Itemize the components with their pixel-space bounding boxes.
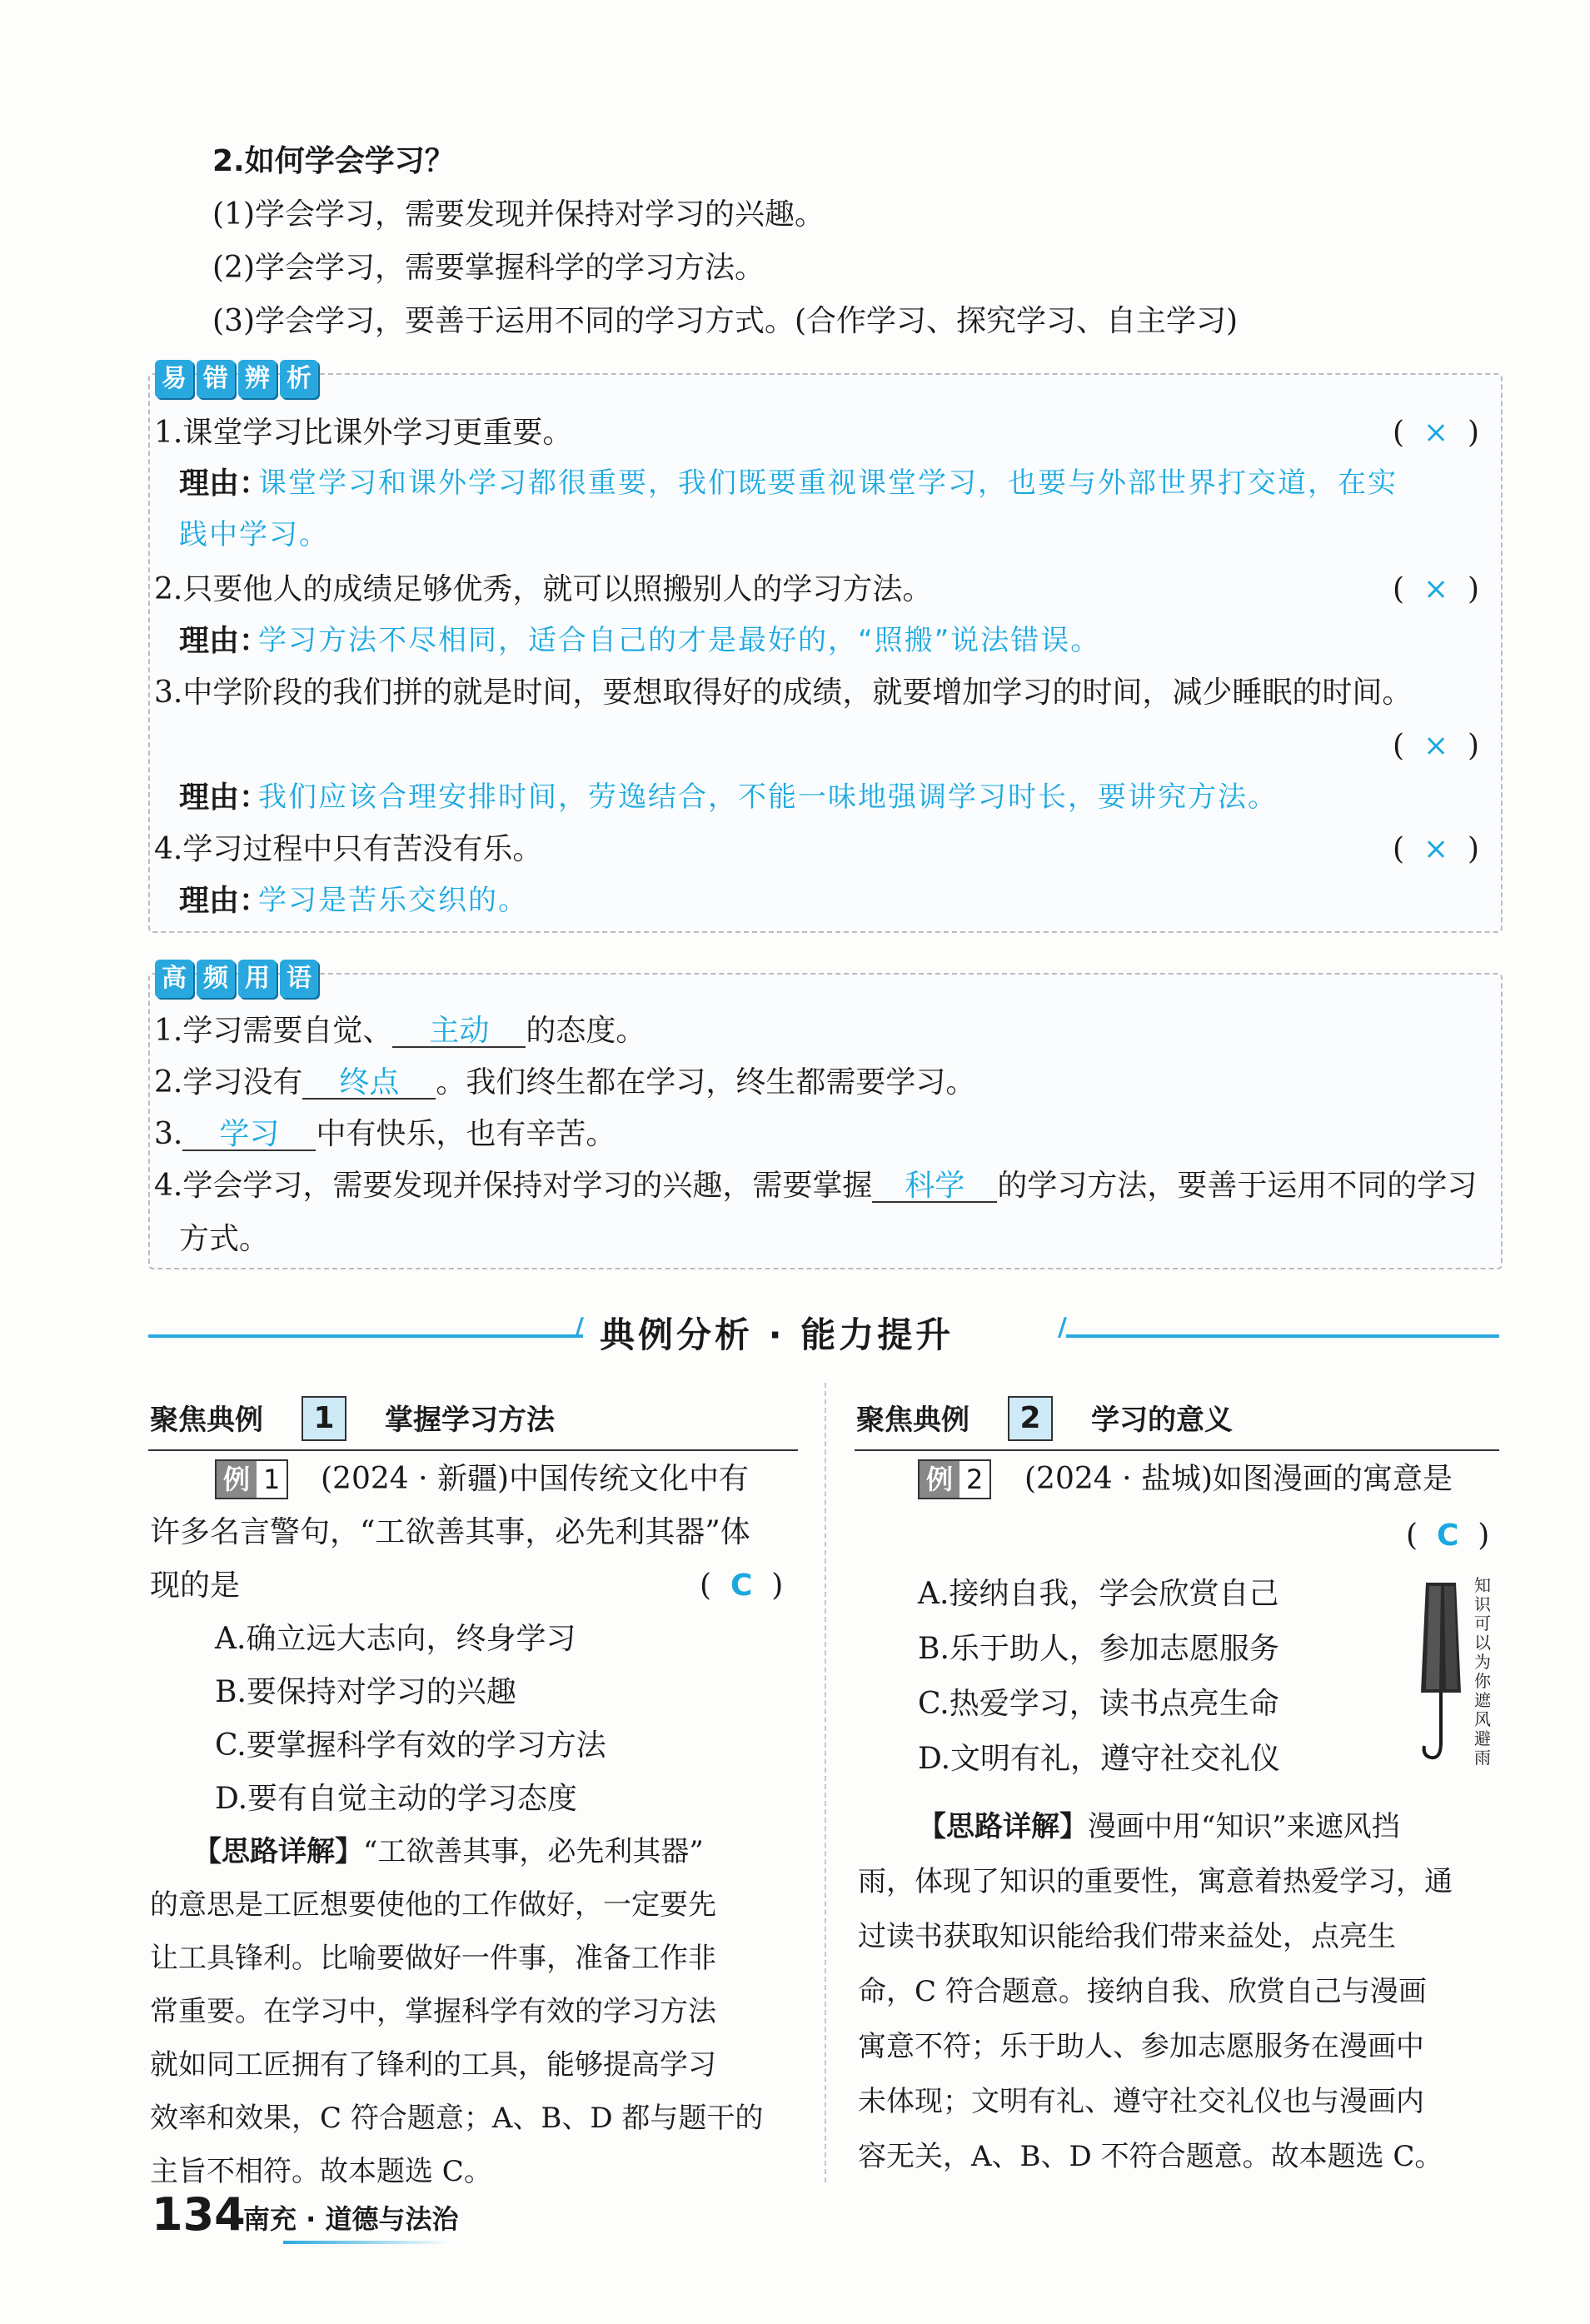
cartoon-image [1408, 1576, 1499, 1768]
top-item-2: (2)学会学习，需要掌握科学的学习方法。 [212, 251, 765, 285]
tag-char: 频 [197, 960, 235, 998]
reason-1-line2: 践中学习。 [179, 518, 329, 551]
reason-label: 理由： [179, 780, 270, 815]
error-q3: 3.中学阶段的我们拼的就是时间，要想取得好的成绩，就要增加学习的时间，减少睡眠的时间。 [154, 676, 1413, 710]
error-q2: 2.只要他人的成绩足够优秀，就可以照搬别人的学习方法。 [154, 572, 933, 606]
fill-answer: 终点 [339, 1065, 400, 1100]
slash-right: / [1058, 1313, 1067, 1342]
left-option-a: A.确立远大志向，终身学习 [215, 1622, 576, 1656]
focus-number-badge: 2 [1008, 1396, 1053, 1441]
top-heading: 2.如何学会学习？ [212, 144, 455, 178]
error-q2-judgement: ( × ) [1393, 572, 1480, 606]
reason-4: 学习是苦乐交织的。 [258, 884, 528, 917]
phrase-2: 2.学习没有 终点 。我们终生都在学习，终生都需要学习。 [154, 1065, 976, 1100]
fill-answer: 主动 [429, 1014, 490, 1048]
right-analysis-line: 雨，体现了知识的重要性，寓意着热爱学习，通 [858, 1865, 1453, 1898]
tag-char: 辨 [238, 360, 277, 398]
focus-label: 聚焦典例 [150, 1404, 263, 1437]
phrase-1: 1.学习需要自觉、 主动 的态度。 [154, 1014, 646, 1048]
right-analysis-line: 寓意不符；乐于助人、参加志愿服务在漫画中 [858, 2030, 1424, 2063]
left-option-c: C.要掌握科学有效的学习方法 [215, 1728, 606, 1763]
phrase-4: 4.学会学习，需要发现并保持对学习的兴趣，需要掌握 科学 的学习方法，要善于运用不同的学习 [154, 1169, 1478, 1203]
left-analysis-line: 让工具锋利。比喻要做好一件事，准备工作非 [150, 1942, 716, 1975]
error-q1: 1.课堂学习比课外学习更重要。 [154, 416, 573, 450]
focus-title: 学习的意义 [1091, 1404, 1233, 1437]
phrase-3: 3. 学习 中有快乐，也有辛苦。 [154, 1117, 616, 1151]
focus-underline [855, 1449, 1499, 1451]
phrase-4-cont: 方式。 [179, 1222, 270, 1256]
left-q-line3: 现的是 [150, 1568, 241, 1603]
error-q3-judgement: ( × ) [1393, 729, 1480, 763]
right-option-b: B.乐于助人，参加志愿服务 [918, 1632, 1279, 1666]
reason-label: 理由： [179, 466, 270, 501]
left-analysis-line: 常重要。在学习中，掌握科学有效的学习方法 [150, 1995, 716, 2028]
top-item-3: (3)学会学习，要善于运用不同的学习方式。(合作学习、探究学习、自主学习) [212, 304, 1239, 338]
reason-3: 我们应该合理安排时间，劳逸结合，不能一味地强调学习时长，要讲究方法。 [258, 780, 1278, 814]
right-analysis-line: 过读书获取知识能给我们带来益处，点亮生 [858, 1920, 1396, 1953]
tag-char: 用 [238, 960, 277, 998]
right-analysis-line: 未体现；文明有礼、遵守社交礼仪也与漫画内 [858, 2085, 1424, 2118]
left-q-line1: (2024 · 新疆)中国传统文化中有 [321, 1462, 750, 1496]
key-phrases-tag [155, 960, 318, 998]
right-option-c: C.热爱学习，读书点亮生命 [918, 1687, 1279, 1721]
error-q1-judgement: ( × ) [1393, 416, 1480, 450]
left-analysis-line: 的意思是工匠想要使他的工作做好，一定要先 [150, 1888, 716, 1922]
right-q-line1: (2024 · 盐城)如图漫画的寓意是 [1024, 1462, 1453, 1496]
tag-char: 高 [155, 960, 193, 998]
cartoon-caption: 知识可以为你遮风避雨 [1474, 1575, 1491, 1768]
focus-label: 聚焦典例 [856, 1404, 969, 1437]
left-answer: ( C ) [700, 1568, 784, 1603]
section-title: 典例分析 · 能力提升 [600, 1314, 954, 1355]
book-title: 南充 · 道德与法治 [243, 2203, 459, 2235]
left-analysis-line: 主旨不相符。故本题选 C。 [150, 2155, 492, 2188]
footer-accent [283, 2241, 450, 2244]
left-analysis-first: 【思路详解】“工欲善其事，必先利其器” [193, 1835, 704, 1868]
left-q-line2: 许多名言警句，“工欲善其事，必先利其器”体 [150, 1515, 750, 1549]
right-analysis-line: 容无关，A、B、D 不符合题意。故本题选 C。 [858, 2140, 1443, 2173]
focus-number-badge: 1 [302, 1396, 346, 1441]
right-option-d: D.文明有礼，遵守社交礼仪 [918, 1742, 1281, 1776]
focus-title: 掌握学习方法 [385, 1404, 555, 1437]
fill-answer: 学习 [219, 1117, 280, 1151]
reason-2: 学习方法不尽相同，适合自己的才是最好的，“照搬”说法错误。 [258, 624, 1101, 657]
reason-1-line1: 课堂学习和课外学习都很重要，我们既要重视课堂学习，也要与外部世界打交道，在实 [258, 466, 1398, 500]
column-divider [825, 1383, 826, 2182]
reason-label: 理由： [179, 884, 270, 918]
left-analysis-line: 效率和效果，C 符合题意；A、B、D 都与题干的 [150, 2102, 764, 2135]
error-q4: 4.学习过程中只有苦没有乐。 [154, 832, 543, 866]
tag-char: 析 [280, 360, 318, 398]
tag-char: 错 [197, 360, 235, 398]
example-badge: 例 2 [918, 1459, 991, 1499]
left-option-b: B.要保持对学习的兴趣 [215, 1675, 516, 1709]
right-analysis-line: 命，C 符合题意。接纳自我、欣赏自己与漫画 [858, 1975, 1427, 2008]
tag-char: 易 [155, 360, 193, 398]
page-number: 134 [152, 2188, 246, 2241]
top-item-1: (1)学会学习，需要发现并保持对学习的兴趣。 [212, 197, 825, 232]
right-option-a: A.接纳自我，学会欣赏自己 [918, 1577, 1279, 1611]
error-analysis-tag [155, 360, 318, 398]
tag-char: 语 [280, 960, 318, 998]
right-analysis-first: 【思路详解】漫画中用“知识”来遮风挡 [918, 1810, 1400, 1843]
example-badge: 例 1 [215, 1459, 288, 1499]
reason-label: 理由： [179, 624, 270, 658]
right-answer: ( C ) [1406, 1519, 1490, 1553]
fill-answer: 科学 [905, 1169, 965, 1203]
left-analysis-line: 就如同工匠拥有了锋利的工具，能够提高学习 [150, 2048, 716, 2082]
left-option-d: D.要有自觉主动的学习态度 [215, 1782, 578, 1816]
error-q4-judgement: ( × ) [1393, 832, 1480, 866]
slash-left: / [575, 1313, 584, 1342]
focus-underline [148, 1449, 798, 1451]
